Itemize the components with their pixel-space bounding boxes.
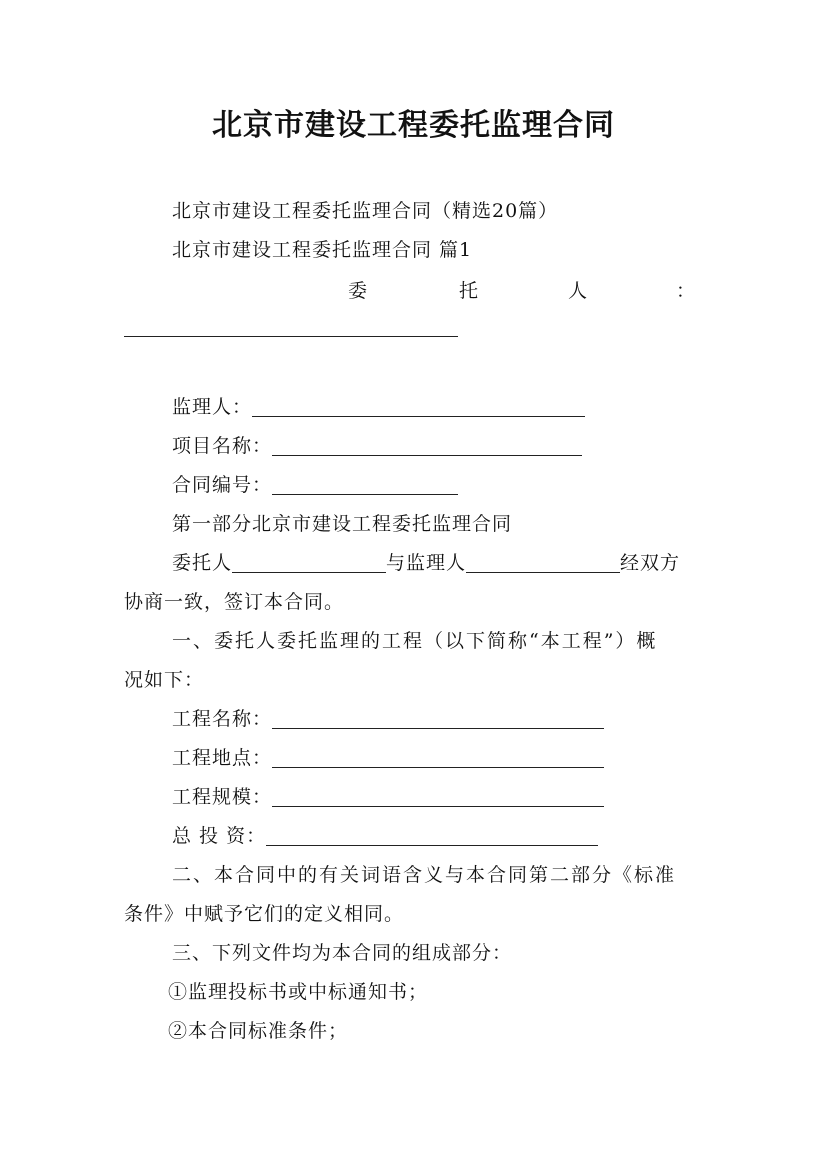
supervisor-label: 监理人：	[172, 396, 253, 418]
eng-location-row	[172, 745, 604, 771]
client-blank	[124, 336, 458, 337]
section-one-heading: 第一部分北京市建设工程委托监理合同	[172, 513, 513, 535]
clause2-line1: 二、本合同中的有关词语含义与本合同第二部分《标准	[172, 864, 677, 886]
total-invest-row	[172, 823, 598, 849]
client-char-2: 托	[459, 280, 479, 302]
eng-scale-row	[172, 784, 604, 810]
parties-supervisor: 与监理人	[386, 552, 467, 574]
total-invest-blank	[266, 827, 598, 846]
contract-no-blank	[272, 476, 458, 495]
client-char-3: 人	[568, 280, 588, 302]
eng-scale-label: 工程规模：	[172, 786, 273, 808]
clause1-line2: 况如下：	[124, 669, 205, 691]
project-name-blank	[272, 437, 582, 456]
contract-no-label: 合同编号：	[172, 474, 273, 496]
client-char-1: 委	[348, 280, 368, 302]
supervisor-blank	[252, 398, 585, 417]
eng-location-label: 工程地点：	[172, 747, 273, 769]
parties-clause-line1	[172, 550, 680, 576]
list-item-1: ①监理投标书或中标通知书；	[168, 981, 429, 1003]
clause1-line1: 一、委托人委托监理的工程（以下简称“本工程”）概	[172, 630, 658, 652]
eng-name-row	[172, 706, 604, 732]
supervisor-row	[172, 394, 585, 420]
clause3: 三、下列文件均为本合同的组成部分：	[172, 942, 513, 964]
project-name-label: 项目名称：	[172, 435, 273, 457]
parties-client: 委托人	[172, 552, 233, 574]
eng-name-blank	[272, 710, 604, 729]
subtitle: 北京市建设工程委托监理合同（精选20篇）	[172, 200, 559, 222]
document-title: 北京市建设工程委托监理合同	[212, 108, 615, 143]
part-heading: 北京市建设工程委托监理合同 篇1	[172, 239, 473, 261]
list-item-2: ②本合同标准条件；	[168, 1020, 349, 1042]
project-name-row	[172, 433, 582, 459]
parties-clause-line2: 协商一致，签订本合同。	[124, 591, 345, 613]
client-char-4: ：	[676, 280, 696, 302]
parties-both: 经双方	[620, 552, 681, 574]
eng-location-blank	[272, 749, 604, 768]
contract-no-row	[172, 472, 458, 498]
clause2-line2: 条件》中赋予它们的定义相同。	[124, 903, 405, 925]
eng-scale-blank	[272, 788, 604, 807]
parties-supervisor-blank	[466, 554, 620, 573]
parties-client-blank	[232, 554, 386, 573]
total-invest-label: 总 投 资：	[172, 825, 267, 847]
eng-name-label: 工程名称：	[172, 708, 273, 730]
